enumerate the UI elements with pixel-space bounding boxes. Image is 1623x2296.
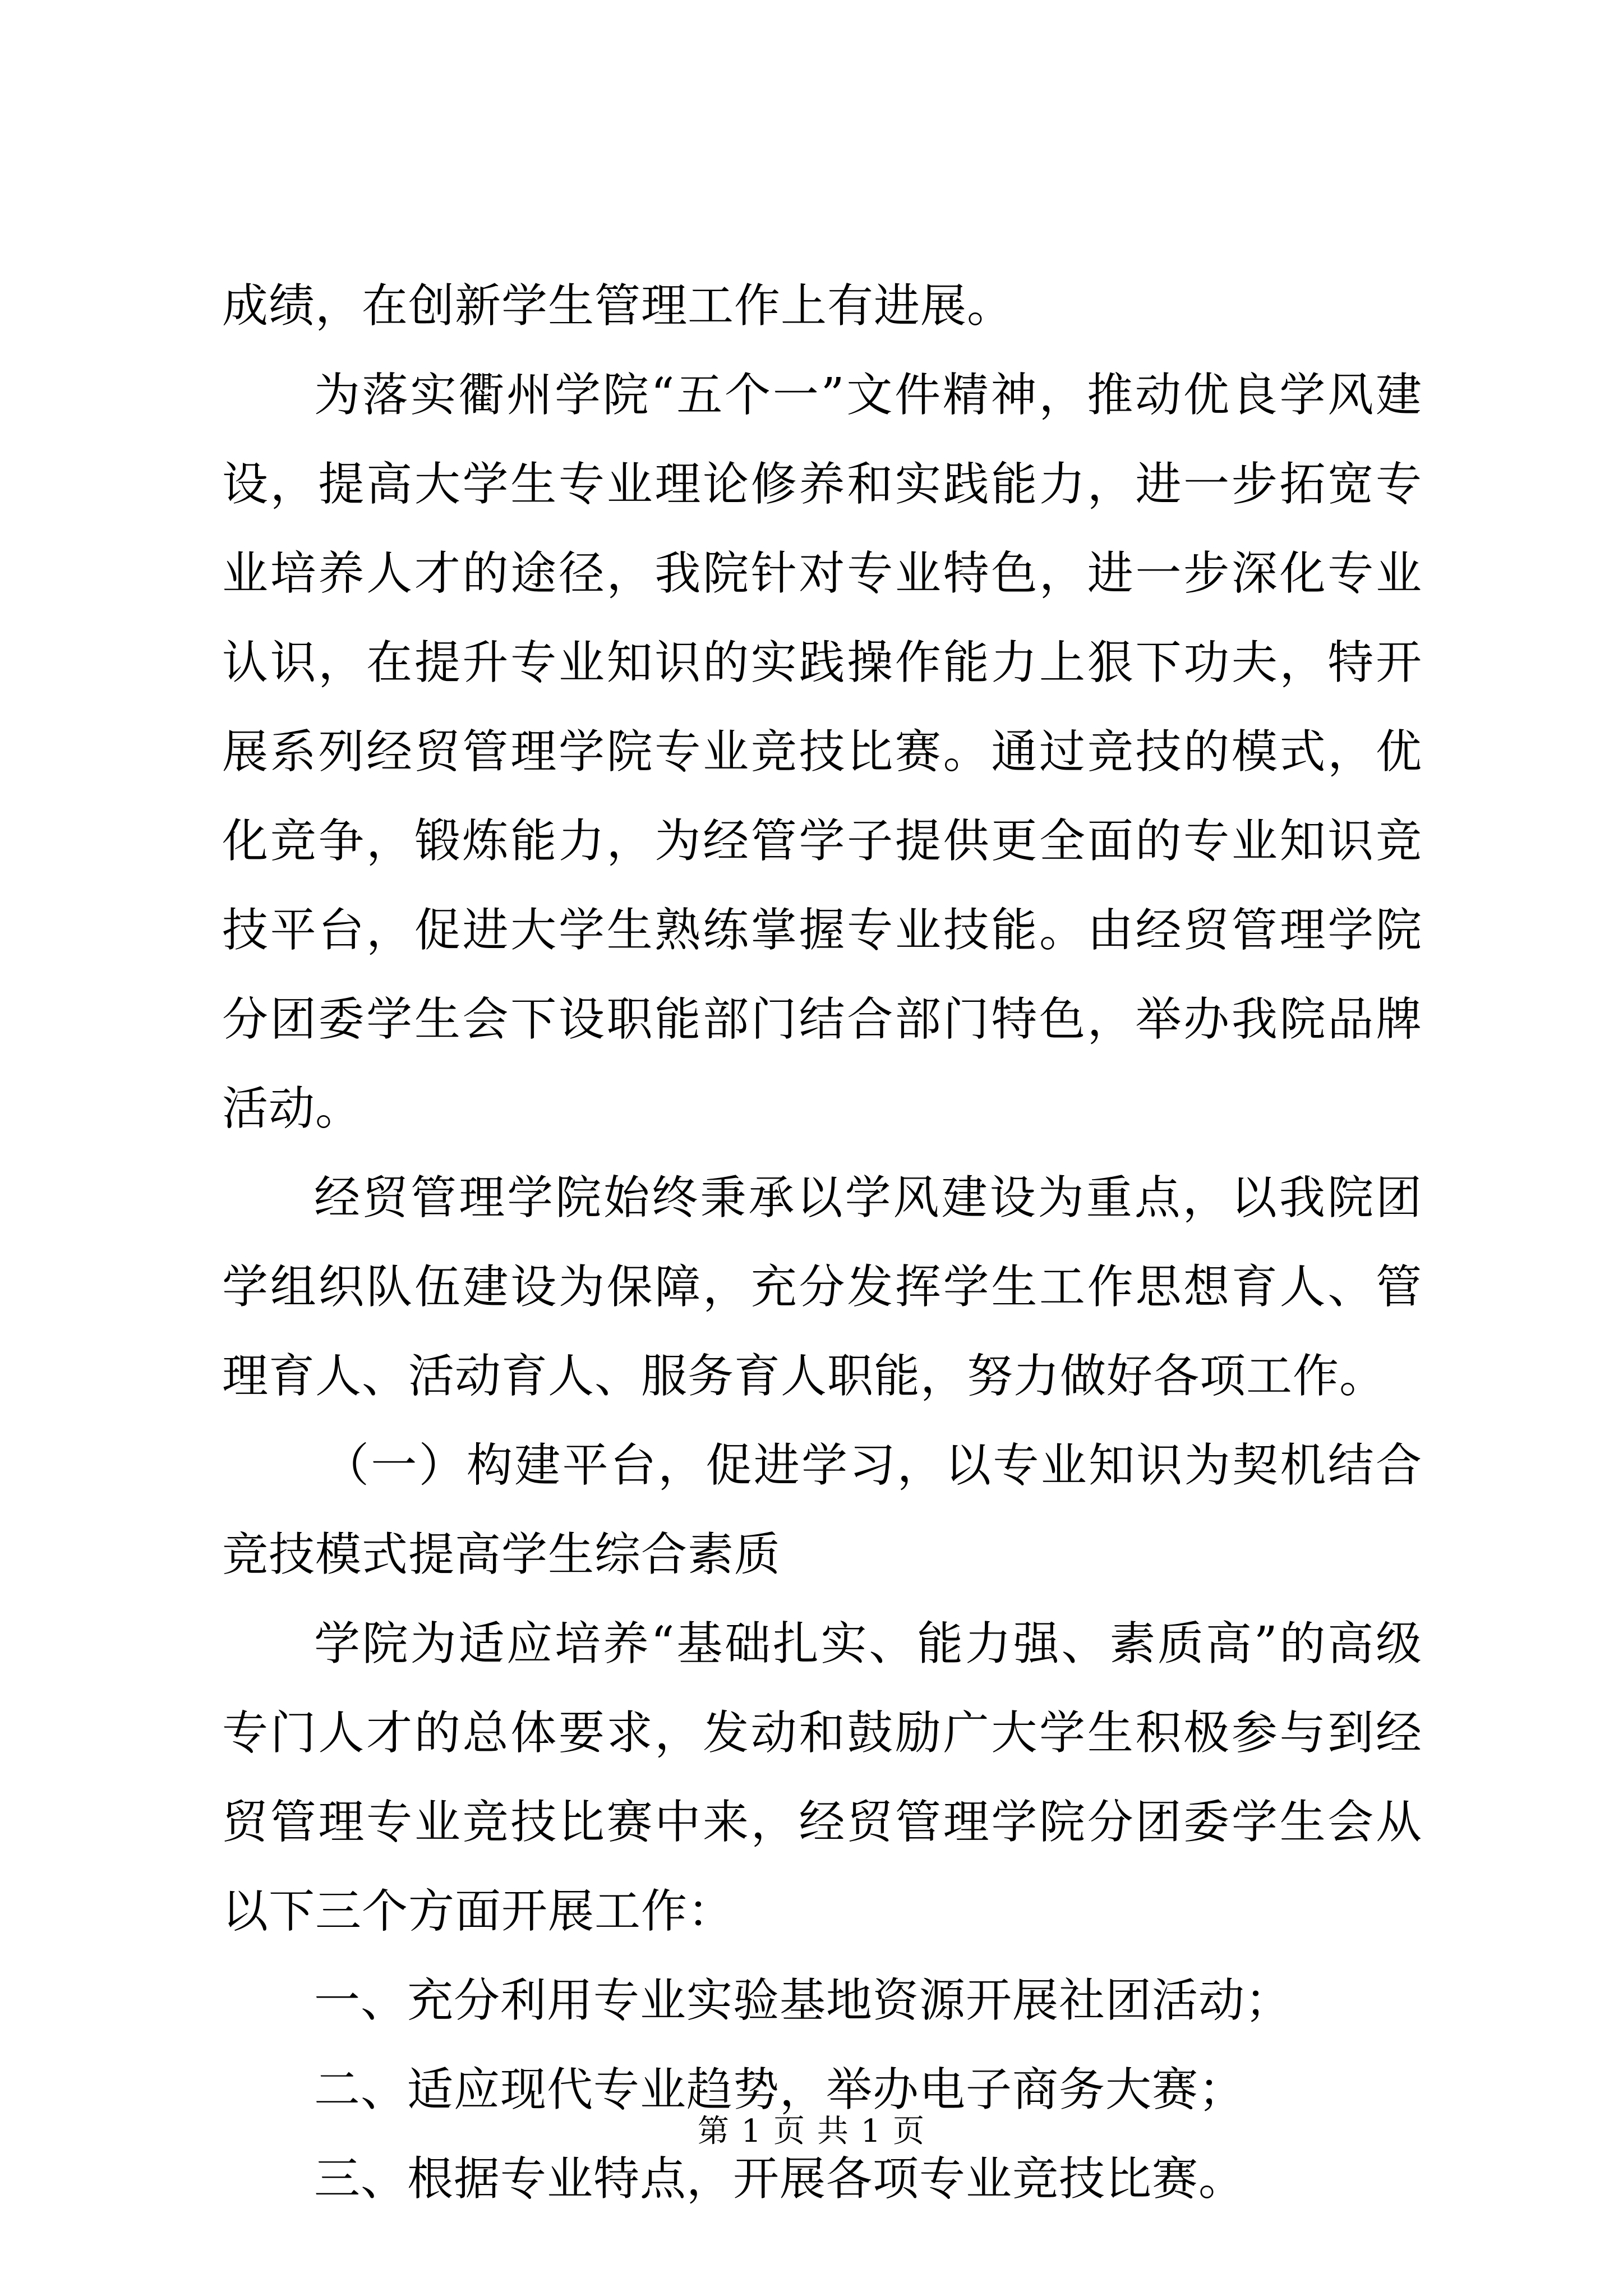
paragraph-continuation: 成绩，在创新学生管理工作上有进展。 (222, 279, 1014, 333)
list-item-three: 三、根据专业特点，开展各项专业竞技比赛。 (314, 2152, 1246, 2206)
page-footer: 第 1 页 共 1 页 (697, 2113, 926, 2150)
section-heading: （一）构建平台，促进学习，以专业知识为契机结合竞技模式提高学生综合素质 (222, 1439, 1422, 1581)
list-item-one: 一、充分利用专业实验基地资源开展社团活动； (314, 1974, 1292, 2027)
paragraph-principles: 经贸管理学院始终秉承以学风建设为重点，以我院团学组织队伍建设为保障，充分发挥学生工作思想育人、管理育人、活动育人、服务育人职能，努力做好各项工作。 (222, 1171, 1422, 1403)
list-item-two: 二、适应现代专业趋势，举办电子商务大赛； (314, 2063, 1246, 2116)
paragraph-implementation: 为落实衢州学院“五个一”文件精神，推动优良学风建设，提高大学生专业理论修养和实践能力，进一步拓宽专业培养人才的途径，我院针对专业特色，进一步深化专业认识，在提升专业知识的实践操作能力上狠下功夫，特开展系列经贸管理学院专业竞技比赛。通过竞技的模式，优化竞争，锻炼能力，为经管学子提供更全面的专业知识竞技平台，促进大学生熟练掌握专业技能。由经贸管理学院分团委学生会下设职能部门结合部门特色，举办我院品牌活动。 (222, 369, 1422, 1135)
paragraph-requirements: 学院为适应培养“基础扎实、能力强、素质高”的高级专门人才的总体要求，发动和鼓励广大学生积极参与到经贸管理专业竞技比赛中来，经贸管理学院分团委学生会从以下三个方面开展工作： (222, 1617, 1422, 1938)
document-body (222, 261, 1422, 2224)
